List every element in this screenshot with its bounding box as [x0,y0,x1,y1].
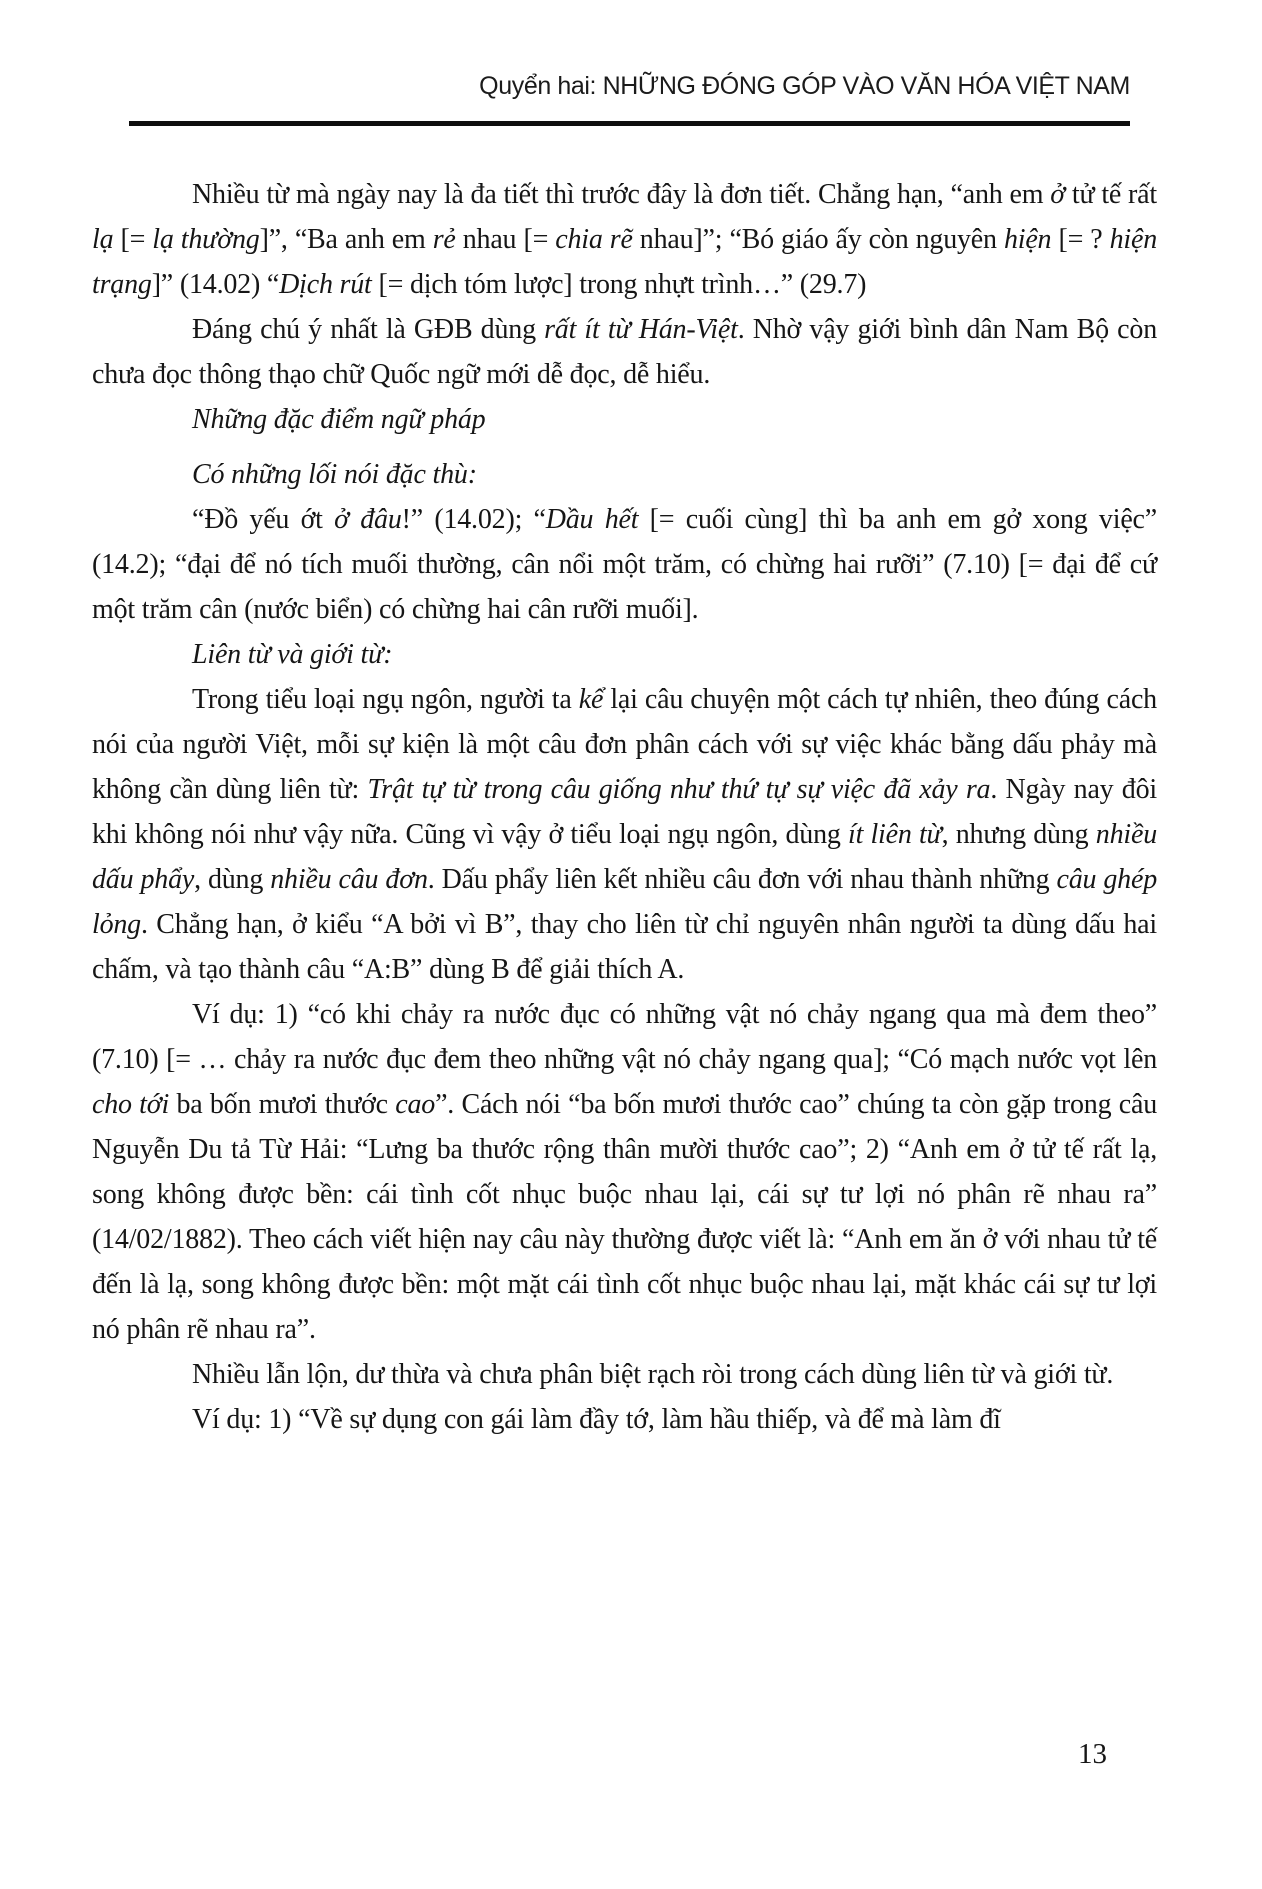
text-run: Ví dụ: 1) “có khi chảy ra nước đục có những vật nó chảy ngang qua mà đem theo” (7.10) [= … chảy ra nước đục đem theo những vật nó chảy ngang qua]; “Có mạch nước vọt lên [92,999,1157,1075]
text-run: tử tế rất [1064,179,1157,210]
text-run: [= [113,224,153,255]
paragraph [92,992,1157,1352]
text-run: cho tới [92,1089,170,1120]
text-run: !” (14.02); “ [401,504,546,535]
header-rule [129,121,1130,126]
paragraph [92,1397,1157,1442]
text-run: , nhưng dùng [941,819,1096,850]
text-run: ở [1050,179,1065,210]
text-run: chia rẽ [555,224,633,255]
page-number: 13 [1078,1738,1107,1770]
text-run: [= dịch tóm lược] trong nhựt trình…” (29.7) [371,269,867,300]
text-run: nhau]”; “Bó giáo ấy còn nguyên [632,224,1004,255]
text-run: Ví dụ: 1) “Về sự dụng con gái làm đầy tớ, làm hầu thiếp, và để mà làm đĩ [192,1404,1001,1435]
text-run: lại câu chuyện một cách tự nhiên, theo đúng cách nói của người Việt, mỗi sự kiện là một câu đơn phân cách với sự việc khác bằng dấu phảy mà không cần dùng liên từ: [92,684,1157,805]
paragraph [92,307,1157,397]
text-run: [= cuối cùng] thì ba anh em gở xong việc” (14.2); “đại để nó tích muối thường, cân nổi một trăm, có chừng hai rưỡi” (7.10) [= đại để cứ một trăm cân (nước biển) có chừng hai cân rưỡi muối]. [92,504,1157,625]
section-heading [92,397,1157,442]
text-run: Nhiều lẫn lộn, dư thừa và chưa phân biệt rạch ròi trong cách dùng liên từ và giới từ. [192,1359,1114,1390]
section-heading [92,452,1157,497]
paragraph [92,172,1157,307]
text-run: “Đồ yếu ớt [192,504,335,535]
text-run: ba bốn mươi thước [169,1089,396,1120]
text-run: hiện [1003,224,1052,255]
paragraph [92,677,1157,992]
text-run: rất ít từ Hán-Việt [544,314,738,345]
text-run: cao [395,1089,436,1120]
section-heading [92,632,1157,677]
text-run: Dầu hết [545,504,639,535]
paragraph [92,497,1157,632]
text-run: Liên từ và giới từ: [192,639,393,670]
text-run: Nhiều từ mà ngày nay là đa tiết thì trước đây là đơn tiết. Chẳng hạn, “anh em [192,179,1051,210]
text-run: lạ thường [152,224,260,255]
text-run: . Ngày nay đôi khi không nói như vậy nữa. Cũng vì vậy ở tiểu loại ngụ ngôn, dùng [92,774,1157,850]
text-run: Đáng chú ý nhất là GĐB dùng [192,314,545,345]
document-body [92,172,1157,1442]
text-run: Trật tự từ trong câu giống như thứ tự sự việc đã xảy ra [367,774,991,805]
text-run: Có những lối nói đặc thù: [192,459,477,490]
text-run: ở đâu [334,504,402,535]
text-run: hiện trạng [92,224,1158,300]
text-run: ]” (14.02) “ [151,269,280,300]
text-run: nhiều dấu phẩy [92,819,1157,895]
running-header: Quyển hai: NHỮNG ĐÓNG GÓP VÀO VĂN HÓA VIỆT NAM [479,72,1130,100]
text-run: kể [578,684,604,715]
text-run: rẻ [432,224,456,255]
text-run: nhau [= [455,224,556,255]
text-run: ”. Cách nói “ba bốn mươi thước cao” chúng ta còn gặp trong câu Nguyễn Du tả Từ Hải: “Lưng ba thước rộng thân mười thước cao”; 2) “Anh em ở tử tế rất lạ, song không được bền: cái tình cốt nhục buộc nhau lại, cái sự tư lợi nó phân rẽ nhau ra” (14/02/1882). Theo cách viết hiện nay câu này thường được viết là: “Anh em ăn ở với nhau tử tế đến là lạ, song không được bền: một mặt cái tình cốt nhục buộc nhau lại, mặt khác cái sự tư lợi nó phân rẽ nhau ra”. [92,1089,1157,1345]
text-run: . Nhờ vậy giới bình dân Nam Bộ còn chưa đọc thông thạo chữ Quốc ngữ mới dễ đọc, dễ hiểu. [92,314,1157,390]
text-run: . Dấu phẩy liên kết nhiều câu đơn với nhau thành những [427,864,1057,895]
text-run: [= ? [1051,224,1110,255]
text-run: ít liên từ [848,819,942,850]
text-run: , dùng [194,864,271,895]
paragraph [92,1352,1157,1397]
text-run: . Chẳng hạn, ở kiểu “A bởi vì B”, thay cho liên từ chỉ nguyên nhân người ta dùng dấu hai chấm, và tạo thành câu “A:B” dùng B để giải thích A. [92,909,1157,985]
text-run: ]”, “Ba anh em [259,224,433,255]
text-run: lạ [92,224,114,255]
text-run: Những đặc điểm ngữ pháp [192,404,486,435]
text-run: Trong tiểu loại ngụ ngôn, người ta [192,684,579,715]
text-run: nhiều câu đơn [270,864,428,895]
text-run: Dịch rút [279,269,372,300]
text-run: câu ghép lỏng [92,864,1157,940]
